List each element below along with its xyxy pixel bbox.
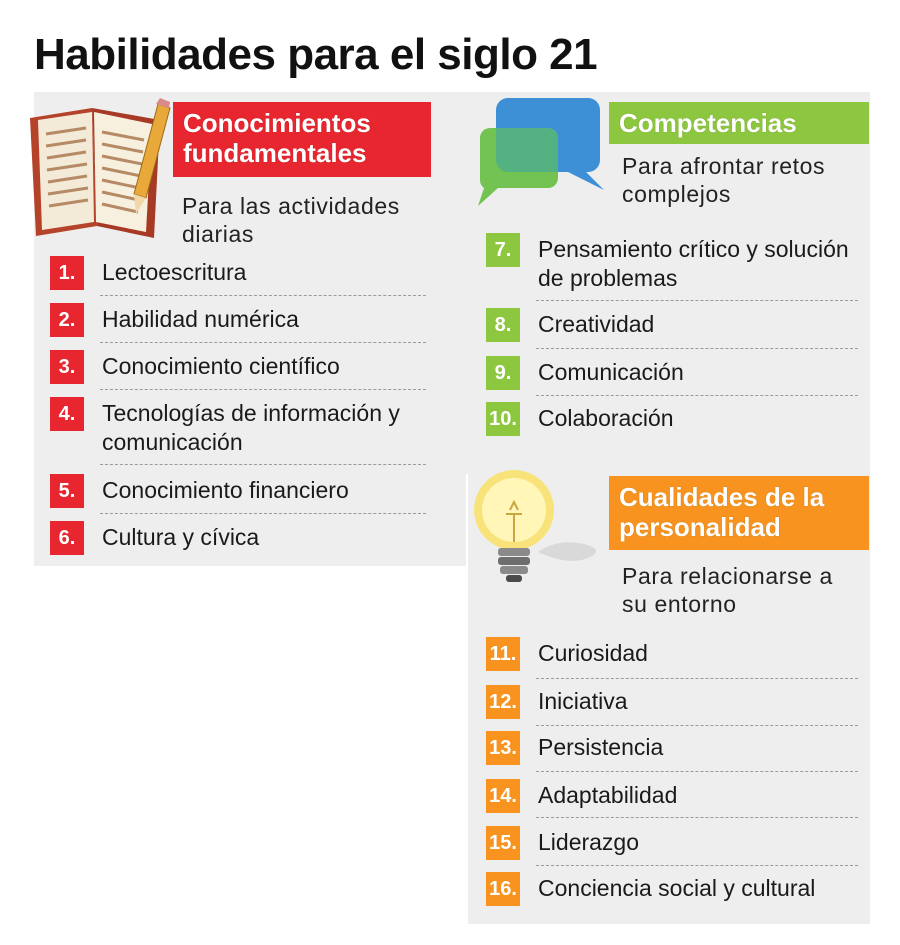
item-number: 13. (486, 731, 520, 765)
item-number: 14. (486, 779, 520, 813)
item-label: Liderazgo (538, 829, 640, 855)
dotted-divider (536, 395, 858, 396)
item-number: 12. (486, 685, 520, 719)
item-label: Comunicación (538, 359, 684, 385)
heading-conocimientos: Conocimientos fundamentales (173, 102, 431, 177)
dotted-divider (536, 678, 858, 679)
item-number: 3. (50, 350, 84, 384)
heading-cualidades: Cualidades de la personalidad (609, 476, 869, 550)
item-label: Curiosidad (538, 640, 648, 666)
dotted-divider (100, 513, 426, 514)
list-item (486, 872, 858, 932)
list-item (486, 402, 858, 462)
dotted-divider (536, 725, 858, 726)
item-label: Cultura y cívica (102, 524, 260, 550)
dotted-divider (100, 342, 426, 343)
item-label: Pensamiento crítico y solución de problemas (538, 236, 849, 291)
dotted-divider (536, 865, 858, 866)
subtitle-competencias: Para afrontar retos complejos (622, 153, 826, 207)
dotted-divider (536, 817, 858, 818)
item-label: Conocimiento financiero (102, 477, 349, 503)
list-item (50, 521, 426, 581)
dotted-divider (536, 771, 858, 772)
dotted-divider (536, 348, 858, 349)
speech-bubbles-icon (474, 94, 610, 212)
light-bulb-icon (470, 466, 610, 592)
item-label: Lectoescritura (102, 259, 247, 285)
book-pencil-icon (22, 98, 172, 246)
item-number: 2. (50, 303, 84, 337)
item-number: 7. (486, 233, 520, 267)
page-title: Habilidades para el siglo 21 (34, 30, 598, 79)
dotted-divider (100, 389, 426, 390)
item-number: 5. (50, 474, 84, 508)
item-number: 1. (50, 256, 84, 290)
item-number: 15. (486, 826, 520, 860)
item-label: Adaptabilidad (538, 782, 678, 808)
item-label: Conocimiento científico (102, 353, 340, 379)
item-label: Persistencia (538, 734, 664, 760)
item-label: Creatividad (538, 311, 655, 337)
item-number: 8. (486, 308, 520, 342)
heading-competencias: Competencias (609, 102, 869, 144)
item-number: 10. (486, 402, 520, 436)
item-label: Iniciativa (538, 688, 628, 714)
item-label: Conciencia social y cultural (538, 875, 816, 901)
list-item (486, 233, 858, 293)
item-number: 6. (50, 521, 84, 555)
subtitle-cualidades: Para relacionarse a su entorno (622, 563, 833, 617)
item-number: 4. (50, 397, 84, 431)
item-label: Habilidad numérica (102, 306, 299, 332)
item-label: Colaboración (538, 405, 674, 431)
item-label: Tecnologías de información y comunicación (102, 400, 400, 455)
dotted-divider (536, 300, 858, 301)
subtitle-conocimientos: Para las actividades diarias (182, 193, 400, 247)
dotted-divider (100, 464, 426, 465)
item-number: 16. (486, 872, 520, 906)
item-number: 11. (486, 637, 520, 671)
list-item (50, 397, 426, 457)
dotted-divider (100, 295, 426, 296)
item-number: 9. (486, 356, 520, 390)
